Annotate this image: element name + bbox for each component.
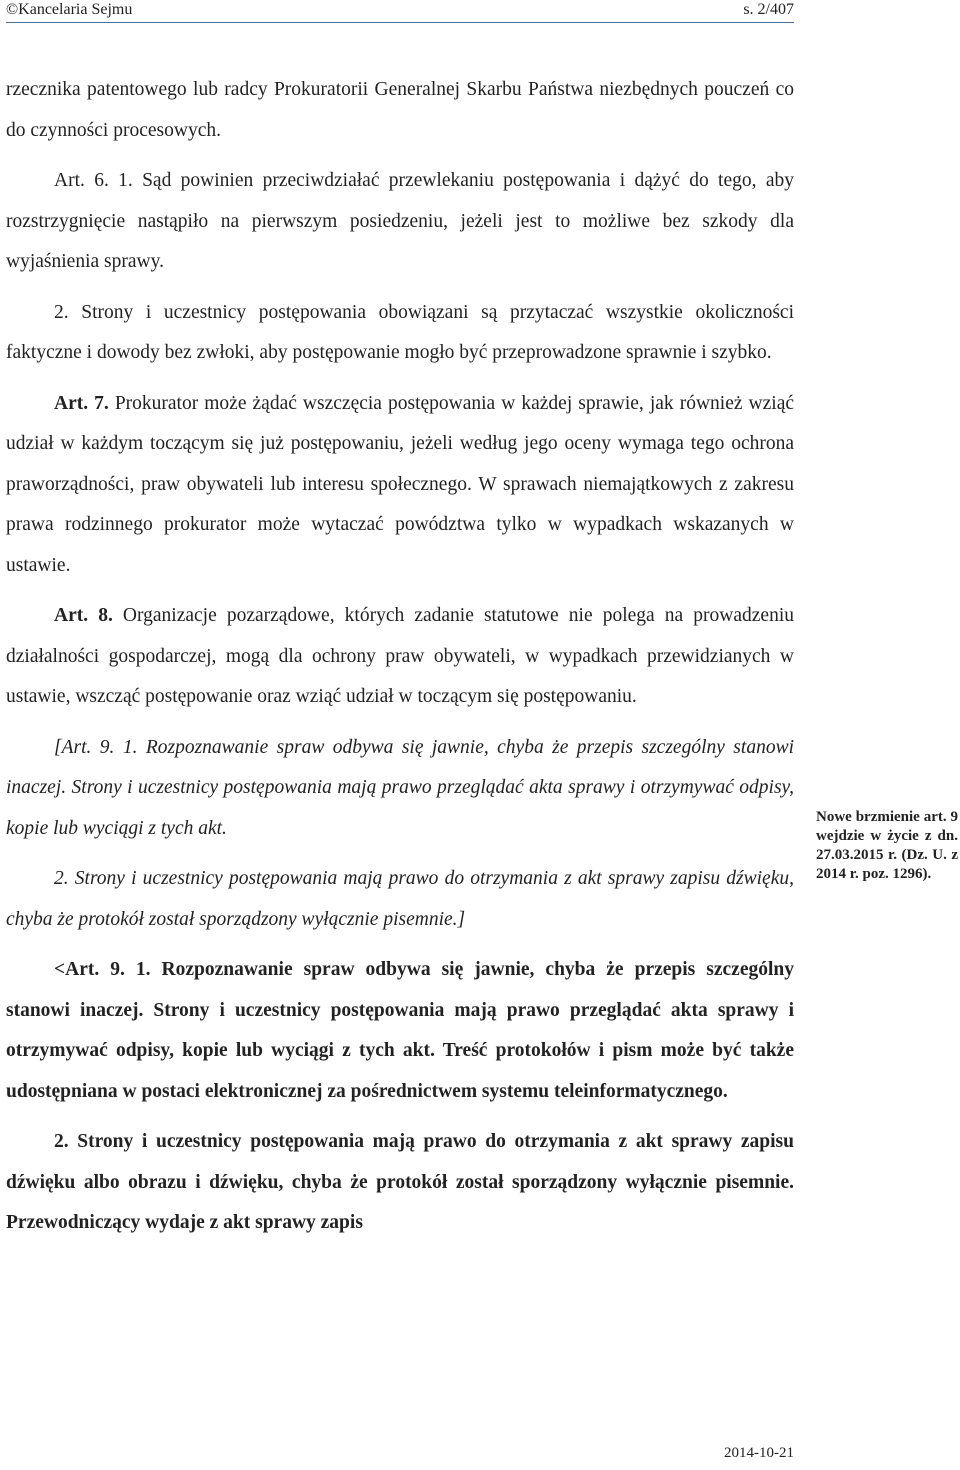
article-8 bbox=[6, 596, 794, 718]
article-8-label: Art. 8. bbox=[54, 605, 113, 626]
article-7-text: Prokurator może żądać wszczęcia postępowania w każdej sprawie, jak również wziąć udział w każdym toczącym się już postępowaniu, jeżeli według jego oceny wymaga tego ochrona praworządności, praw obywateli lub interesu społecznego. W sprawach niemajątkowych z zakresu prawa rodzinnego prokurator może wytaczać powództwa tylko w wypadkach wskazanych w ustawie. bbox=[6, 392, 795, 576]
article-9-new-par-2: 2. Strony i uczestnicy postępowania mają prawo do otrzymania z akt sprawy zapisu dźwięku albo obrazu i dźwięku, chyba że protokół został sporządzony wyłącznie pisemnie. Przewodniczący wydaje z akt sprawy zapis bbox=[6, 1131, 794, 1233]
article-7-label: Art. 7. bbox=[54, 392, 109, 414]
paragraph-continuation: rzecznika patentowego lub radcy Prokuratorii Generalnej Skarbu Państwa niezbędnych pouczeń co do czynności procesowych. bbox=[6, 79, 794, 141]
article-9-old-par-2: 2. Strony i uczestnicy postępowania mają prawo do otrzymania z akt sprawy zapisu dźwięku, chyba że protokół został sporządzony wyłącznie pisemnie.] bbox=[6, 868, 794, 930]
article-9-old-par-1: [Art. 9. 1. Rozpoznawanie spraw odbywa się jawnie, chyba że przepis szczególny stanowi inaczej. Strony i uczestnicy postępowania mają prawo przeglądać akta sprawy i otrzymywać odpisy, kopie lub wyciągi z tych akt. bbox=[6, 736, 794, 839]
footer-date: 2014-10-21 bbox=[724, 1445, 794, 1461]
margin-note: Nowe brzmienie art. 9 wejdzie w życie z dn. 27.03.2015 r. (Dz. U. z 2014 r. poz. 1296). bbox=[816, 809, 958, 882]
article-7 bbox=[6, 384, 794, 587]
article-6-par-2: 2. Strony i uczestnicy postępowania obowiązani są przytaczać wszystkie okoliczności faktyczne i dowody bez zwłoki, aby postępowanie mogło być przeprowadzone sprawnie i szybko. bbox=[6, 301, 794, 363]
article-9-new-par-1: <Art. 9. 1. Rozpoznawanie spraw odbywa się jawnie, chyba że przepis szczególny stanowi inaczej. Strony i uczestnicy postępowania mają prawo przeglądać akta sprawy i otrzymywać odpisy, kopie lub wyciągi z tych akt. Treść protokołów i pism może być także udostępniana w postaci elektronicznej za pośrednictwem systemu teleinformatycznego. bbox=[6, 959, 794, 1102]
article-6-par-1: Art. 6. 1. Sąd powinien przeciwdziałać przewlekaniu postępowania i dążyć do tego, aby rozstrzygnięcie nastąpiło na pierwszym posiedzeniu, jeżeli jest to możliwe bez szkody dla wyjaśnienia sprawy. bbox=[6, 170, 794, 272]
document-body bbox=[6, 70, 794, 1254]
page-number: s. 2/407 bbox=[743, 1, 794, 18]
article-9-new bbox=[6, 950, 794, 1244]
page-header bbox=[6, 0, 794, 23]
publisher-label: ©Kancelaria Sejmu bbox=[6, 1, 133, 18]
article-8-text: Organizacje pozarządowe, których zadanie statutowe nie polega na prowadzeniu działalności gospodarczej, mogą dla ochrony praw obywateli, w wypadkach przewidzianych w ustawie, wszcząć postępowanie oraz wziąć udział w toczącym się postępowaniu. bbox=[6, 605, 794, 707]
